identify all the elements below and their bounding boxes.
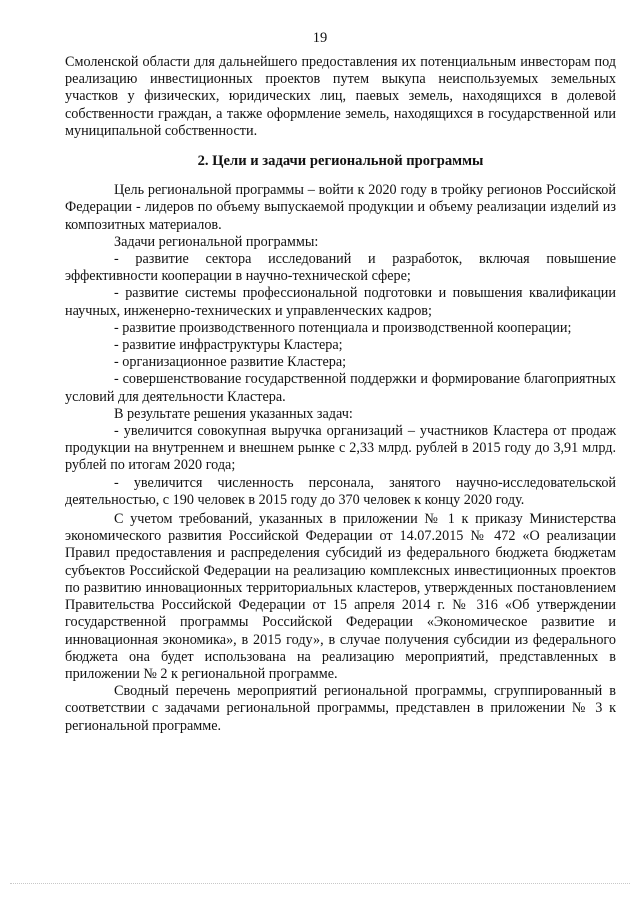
task-item: - развитие сектора исследований и разработок, включая повышение эффективности кооперации в научно-технической сфере; [65, 251, 616, 285]
task-item: - развитие системы профессиональной подготовки и повышения квалификации научных, инженерно-технических и управленческих кадров; [65, 285, 616, 319]
task-item: - развитие производственного потенциала и производственной кооперации; [114, 319, 572, 336]
summary-paragraph: Сводный перечень мероприятий региональной программы, сгруппированный в соответствии с задачами региональной программы, представлен в приложении № 3 к региональной программе. [65, 683, 616, 734]
subsidy-paragraph: С учетом требований, указанных в приложении № 1 к приказу Министерства экономического развития Российской Федерации от 14.07.2015 № 472 «О реализации Правил предоставления и распределения субсидий из федерального бюджета бюджетам субъектов Российской Федерации на реализацию комплексных инвестиционных проектов по развитию инновационных территориальных кластеров, утвержденных постановлением Правительства Российской Федерации от 15 апреля 2014 г. № 316 «Об утверждении государственной программы Российской Федерации «Экономическое развитие и инновационная экономика», в 2015 году», в случае получения субсидии из федерального бюджета она будет использована на реализацию мероприятий, представленных в приложении № 2 к региональной программе. [65, 511, 616, 682]
task-item: - развитие инфраструктуры Кластера; [114, 337, 343, 354]
result-item: - увеличится численность персонала, занятого научно-исследовательской деятельностью, с 190 человек в 2015 году до 370 человек к концу 2020 году. [65, 474, 616, 508]
page-number: 19 [312, 30, 328, 46]
section-heading: 2. Цели и задачи региональной программы [197, 153, 484, 170]
goal-paragraph: Цель региональной программы – войти к 2020 году в тройку регионов Российской Федерации - лидеров по объему выпускаемой продукции и объему реализации изделий из композитных материалов. [65, 182, 616, 233]
scan-edge-marks [10, 883, 630, 885]
results-heading: В результате решения указанных задач: [114, 405, 353, 422]
result-item: - увеличится совокупная выручка организаций – участников Кластера от продаж продукции на внутреннем и внешнем рынке с 2,33 млрд. рублей в 2015 году до 3,91 млрд. рублей по итогам 2020 года; [65, 423, 616, 474]
task-item: - организационное развитие Кластера; [114, 354, 347, 371]
tasks-heading: Задачи региональной программы: [114, 233, 319, 250]
task-item: - совершенствование государственной поддержки и формирование благоприятных условий для деятельности Кластера. [65, 371, 616, 405]
intro-paragraph: Смоленской области для дальнейшего предоставления их потенциальным инвесторам под реализацию инвестиционных проектов путем выкупа неиспользуемых земельных участков у физических, юридических лиц, паевых земель, находящихся в долевой собственности граждан, а также оформление земель, находящихся в государственной или муниципальной собственности. [65, 54, 616, 139]
document-body [65, 54, 616, 735]
